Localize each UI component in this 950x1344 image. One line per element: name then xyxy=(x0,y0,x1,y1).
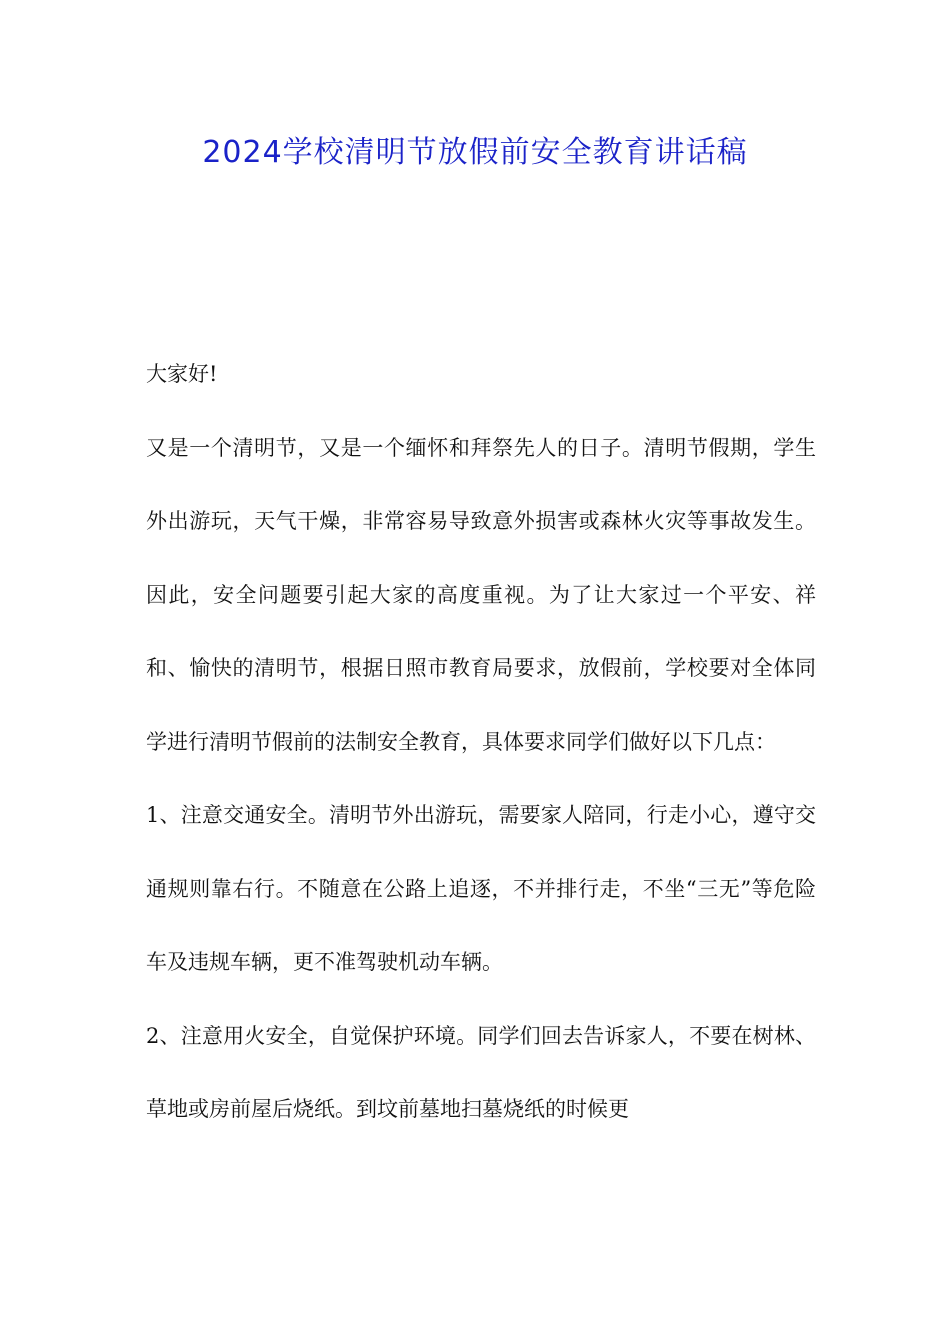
intro-paragraph: 又是一个清明节，又是一个缅怀和拜祭先人的日子。清明节假期，学生外出游玩，天气干燥，非常容易导致意外损害或森林火灾等事故发生。因此，安全问题要引起大家的高度重视。为了让大家过一个平安、祥和、愉快的清明节，根据日照市教育局要求，放假前，学校要对全体同学进行清明节假前的法制安全教育，具体要求同学们做好以下几点： xyxy=(146,435,816,754)
document-title: 2024学校清明节放假前安全教育讲话稿 xyxy=(202,135,748,170)
greeting-paragraph: 大家好! xyxy=(146,362,218,386)
traffic-safety-paragraph: 1、注意交通安全。清明节外出游玩，需要家人陪同，行走小心，遵守交通规则靠右行。不随意在公路上追逐，不并排行走，不坐“三无”等危险车及违规车辆，更不准驾驶机动车辆。 xyxy=(146,803,816,974)
fire-safety-paragraph: 2、注意用火安全，自觉保护环境。同学们回去告诉家人，不要在树林、草地或房前屋后烧纸。到坟前墓地扫墓烧纸的时候更 xyxy=(146,1023,816,1121)
document-body xyxy=(146,338,816,1147)
